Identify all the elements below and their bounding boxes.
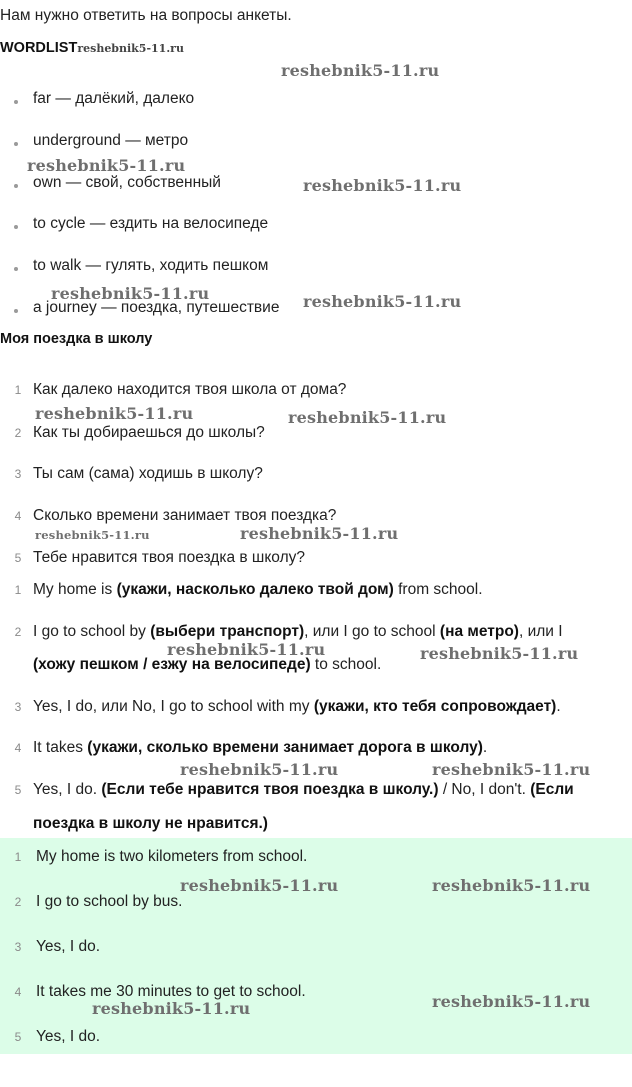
watermark: reshebnik5-11.ru	[432, 760, 591, 779]
template-item	[33, 581, 483, 599]
intro-text: Нам нужно ответить на вопросы анкеты.	[0, 7, 292, 24]
watermark: reshebnik5-11.ru	[281, 61, 440, 80]
bullet-icon	[14, 184, 18, 188]
watermark: reshebnik5-11.ru	[167, 640, 326, 659]
answer-item: Yes, I do.	[36, 938, 101, 955]
list-number: 2	[14, 895, 22, 909]
list-number: 5	[14, 1030, 22, 1044]
watermark: reshebnik5-11.ru	[432, 992, 591, 1011]
list-number: 4	[14, 985, 22, 999]
list-number: 5	[14, 551, 22, 565]
list-number: 4	[14, 741, 22, 755]
watermark: reshebnik5-11.ru	[180, 760, 339, 779]
question-item: Как далеко находится твоя школа от дома?	[33, 381, 347, 398]
list-number: 5	[14, 783, 22, 797]
bullet-icon	[14, 100, 18, 104]
list-number: 4	[14, 509, 22, 523]
template-hint: (укажи, насколько далеко твой дом)	[116, 581, 394, 598]
watermark: reshebnik5-11.ru	[27, 156, 186, 175]
watermark: reshebnik5-11.ru	[35, 404, 194, 423]
wordlist-watermark: reshebnik5-11.ru	[77, 42, 184, 55]
watermark: reshebnik5-11.ru	[432, 876, 591, 895]
template-hint: (укажи, сколько времени занимает дорога в школу)	[87, 739, 483, 756]
list-number: 2	[14, 426, 22, 440]
template-item	[33, 781, 574, 799]
list-number: 1	[14, 583, 22, 597]
bullet-icon	[14, 142, 18, 146]
wordlist-item: own — свой, собственный	[33, 174, 221, 191]
bullet-icon	[14, 309, 18, 313]
wordlist-title: WORDLIST	[0, 40, 78, 56]
template-text: It takes	[33, 739, 88, 756]
bullet-icon	[14, 267, 18, 271]
wordlist-item: to cycle — ездить на велосипеде	[33, 215, 269, 232]
template-text: .	[482, 739, 488, 756]
watermark: reshebnik5-11.ru	[92, 999, 251, 1018]
watermark: reshebnik5-11.ru	[303, 176, 462, 195]
wordlist-item: to walk — гулять, ходить пешком	[33, 257, 269, 274]
list-number: 3	[14, 940, 22, 954]
answer-item: I go to school by bus.	[36, 893, 183, 910]
answer-item: My home is two kilometers from school.	[36, 848, 308, 865]
template-text: .	[556, 698, 561, 715]
watermark: reshebnik5-11.ru	[35, 528, 150, 542]
list-number: 1	[14, 850, 22, 864]
template-item-continuation	[33, 815, 268, 833]
list-number: 1	[14, 383, 22, 397]
template-hint: (Если тебе нравится твоя поездка в школу.)	[101, 781, 439, 798]
list-number: 3	[14, 700, 22, 714]
template-text: Yes, I do.	[33, 781, 102, 798]
template-text: My home is	[33, 581, 117, 598]
wordlist-heading	[0, 40, 184, 56]
list-number: 2	[14, 625, 22, 639]
template-hint: (на метро)	[439, 623, 519, 640]
question-item: Тебе нравится твоя поездка в школу?	[33, 549, 305, 566]
template-text: I go to school by	[33, 623, 151, 640]
template-item	[33, 739, 487, 757]
wordlist-item: far — далёкий, далеко	[33, 90, 195, 107]
template-text: Yes, I do, или No, I go to school with my	[33, 698, 314, 715]
wordlist-item: underground — метро	[33, 132, 189, 149]
watermark: reshebnik5-11.ru	[180, 876, 339, 895]
answer-item: It takes me 30 minutes to get to school.	[36, 983, 306, 1000]
list-number: 3	[14, 467, 22, 481]
answer-item: Yes, I do.	[36, 1028, 101, 1045]
bullet-icon	[14, 225, 18, 229]
watermark: reshebnik5-11.ru	[420, 644, 579, 663]
question-item: Ты сам (сама) ходишь в школу?	[33, 465, 263, 482]
watermark: reshebnik5-11.ru	[51, 284, 210, 303]
question-item: Сколько времени занимает твоя поездка?	[33, 507, 337, 524]
watermark: reshebnik5-11.ru	[240, 524, 399, 543]
template-text: / No, I don't.	[438, 781, 531, 798]
question-item: Как ты добираешься до школы?	[33, 424, 265, 441]
template-hint: (Если	[530, 781, 574, 798]
template-text: , или I go to school	[304, 623, 440, 640]
template-hint: (выбери транспорт)	[150, 623, 305, 640]
template-text: , или I	[518, 623, 563, 640]
template-hint: (укажи, кто тебя сопровождает)	[313, 698, 557, 715]
trip-heading: Моя поездка в школу	[0, 331, 153, 347]
template-hint: (хожу пешком / езжу на велосипеде)	[33, 656, 311, 673]
wordlist-item: a journey — поездка, путешествие	[33, 299, 280, 316]
template-text: from school.	[393, 581, 483, 598]
template-hint: поездка в школу не нравится.)	[33, 815, 268, 832]
template-text: to school.	[310, 656, 382, 673]
watermark: reshebnik5-11.ru	[288, 408, 447, 427]
watermark: reshebnik5-11.ru	[303, 292, 462, 311]
template-item	[33, 623, 563, 641]
template-item	[33, 698, 561, 716]
